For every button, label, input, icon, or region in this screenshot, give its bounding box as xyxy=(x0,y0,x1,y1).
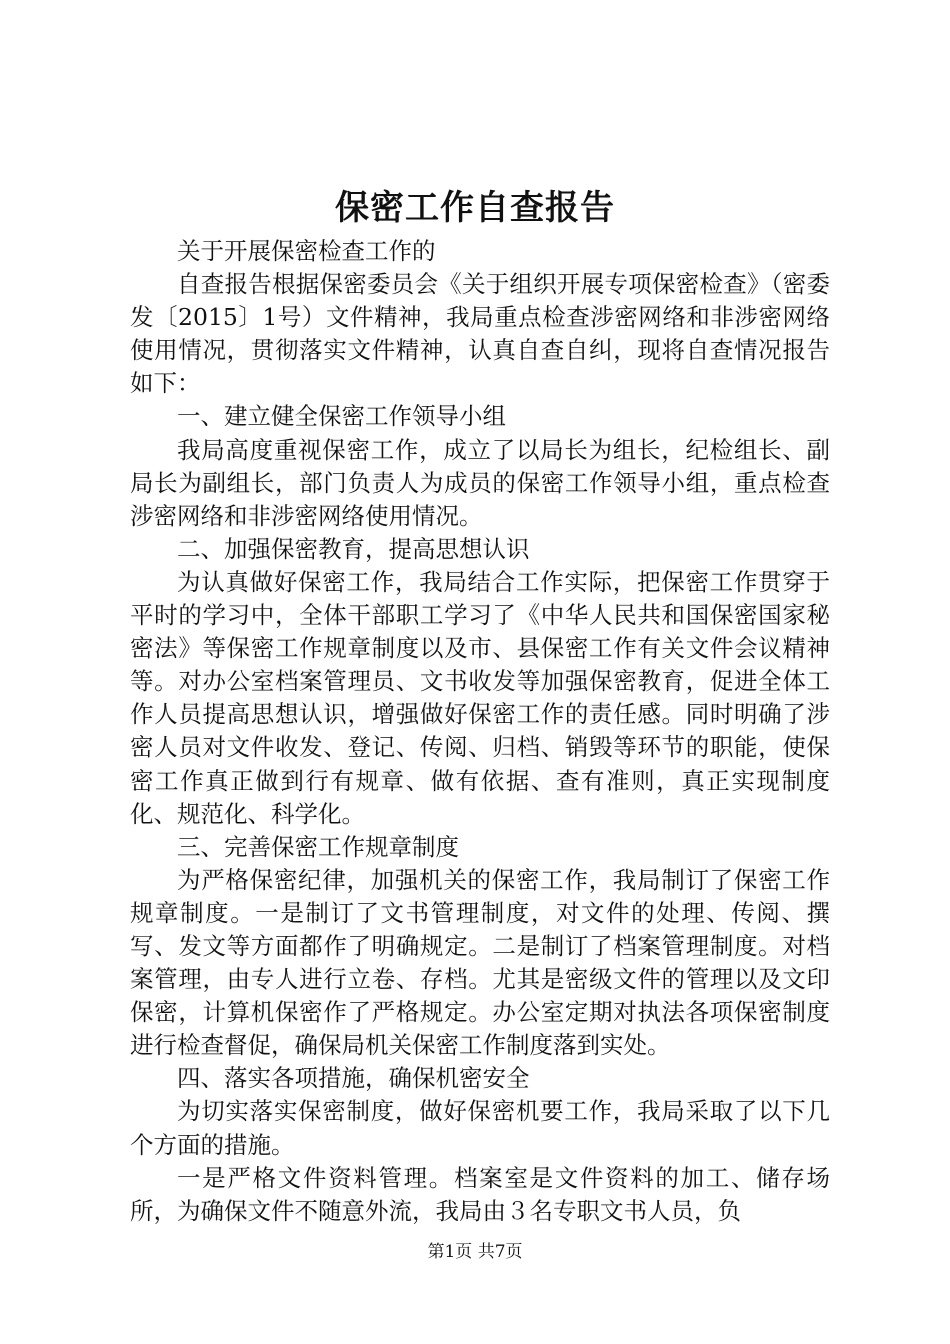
section-heading-2: 二、加强保密教育，提高思想认识 xyxy=(177,534,530,563)
document-body xyxy=(130,235,830,1228)
paragraph-intro-heading: 关于开展保密检查工作的 xyxy=(177,237,436,265)
document-title: 保密工作自查报告 xyxy=(335,188,615,228)
paragraph-section-1: 我局高度重视保密工作，成立了以局长为组长，纪检组长、副局长为副组长，部门负责人为成员的保密工作领导小组，重点检查涉密网络和非涉密网络使用情况。 xyxy=(130,435,830,530)
paragraph-section-2: 为认真做好保密工作，我局结合工作实际，把保密工作贯穿于平时的学习中，全体干部职工学习了《中华人民共和国保密国家秘密法》等保密工作规章制度以及市、县保密工作有关文件会议精神等。对办公室档案管理员、文书收发等加强保密教育，促进全体工作人员提高思想认识，增强做好保密工作的责任感。同时明确了涉密人员对文件收发、登记、传阅、归档、销毁等环节的职能，使保密工作真正做到行有规章、做有依据、查有准则，真正实现制度化、规范化、科学化。 xyxy=(130,567,830,828)
section-heading-1: 一、建立健全保密工作领导小组 xyxy=(177,402,506,431)
section-heading-3: 三、完善保密工作规章制度 xyxy=(177,832,459,861)
paragraph-section-3: 为严格保密纪律，加强机关的保密工作，我局制订了保密工作规章制度。一是制订了文书管理制度，对文件的处理、传阅、撰写、发文等方面都作了明确规定。二是制订了档案管理制度。对档案管理，由专人进行立卷、存档。尤其是密级文件的管理以及文印保密，计算机保密作了严格规定。办公室定期对执法各项保密制度进行检查督促，确保局机关保密工作制度落到实处。 xyxy=(130,865,830,1060)
paragraph-measure-1: 一是严格文件资料管理。档案室是文件资料的加工、储存场所，为确保文件不随意外流，我局由３名专职文书人员，负 xyxy=(130,1163,830,1225)
section-heading-4: 四、落实各项措施，确保机密安全 xyxy=(177,1064,530,1093)
paragraph-intro: 自查报告根据保密委员会《关于组织开展专项保密检查》（密委发〔2015〕1号）文件精神，我局重点检查涉密网络和非涉密网络使用情况，贯彻落实文件精神，认真自查自纠，现将自查情况报告如下： xyxy=(130,270,830,398)
paragraph-section-4: 为切实落实保密制度，做好保密机要工作，我局采取了以下几个方面的措施。 xyxy=(130,1097,830,1159)
page-footer: 第1页 共7页 xyxy=(427,1242,523,1262)
